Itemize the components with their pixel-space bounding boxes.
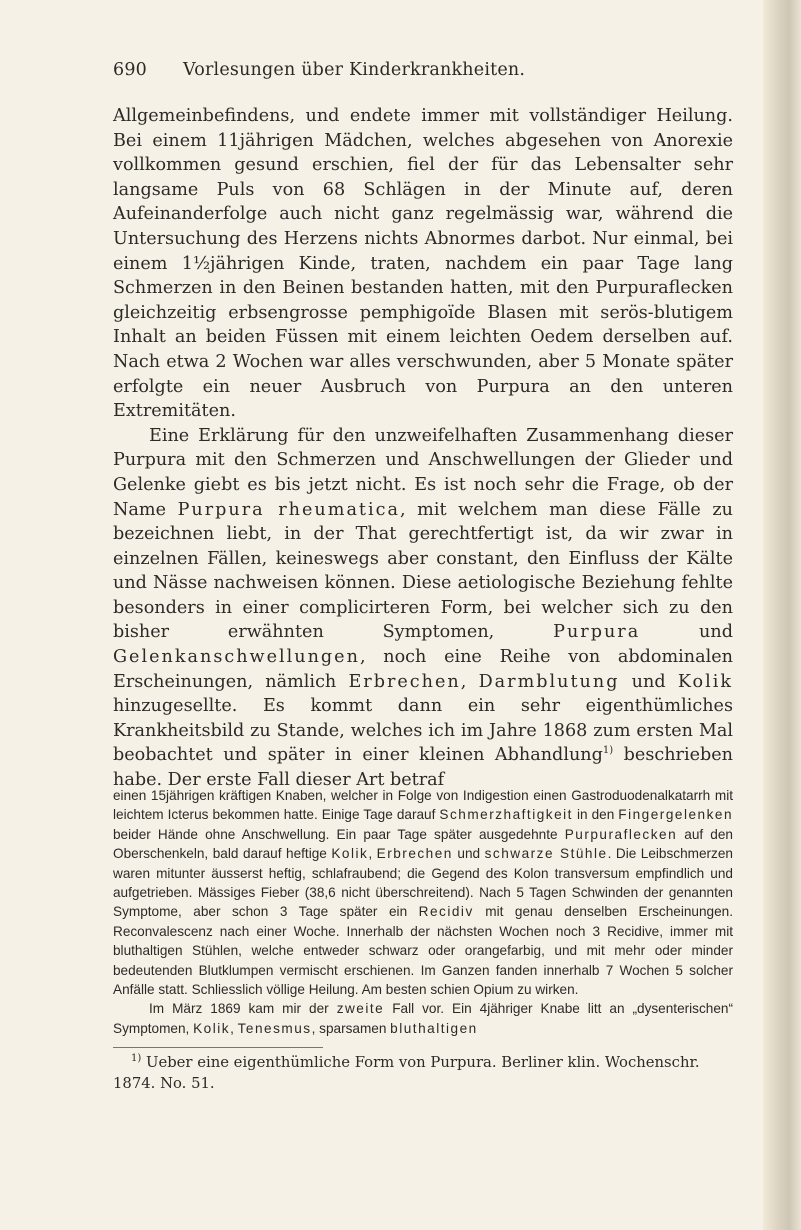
case-text: , (368, 846, 377, 862)
term-erbrechen: Erbrechen (348, 671, 461, 692)
case-report-1 (113, 786, 733, 999)
case-report-2 (113, 999, 733, 1038)
paragraph-2-text: hinzugesellte. Es kommt dann ein sehr eigenthümliches Krankheitsbild zu Stande, welches ich im Jahre 1868 zum ersten Mal beobachtet und später in einer kleinen Abhandlung (113, 696, 733, 766)
running-title: Vorlesungen über Kinderkrankheiten. (183, 60, 526, 80)
case-text: und (452, 846, 485, 862)
term-purpura-rheumatica: Purpura rheumatica (177, 499, 400, 520)
term-darmblutung: Darmblutung (478, 671, 620, 692)
paragraph-2-text: , (460, 671, 479, 692)
case-text: einen 15jährigen kräftigen Knaben, welcher in Folge von Indigestion einen Gastroduodenalkatarrh mit leichtem Icterus bekommen hatte. Einige Tage darauf (113, 788, 733, 823)
footnote-marker: 1) (602, 745, 614, 757)
paragraph-1: Allgemeinbefindens, und endete immer mit vollständiger Heilung. Bei einem 11jährigen Mädchen, welches abgesehen von Anorexie vollkommen gesund erschien, fiel der für das Lebensalter sehr langsame Puls von 68 Schlägen in der Minute auf, deren Aufeinanderfolge auch nicht ganz regelmässig war, während die Untersuchung des Herzens nichts Abnormes darbot. Nur einmal, bei einem 1½jährigen Kinde, traten, nachdem ein paar Tage lang Schmerzen in den Beinen bestanden hatten, mit den Purpuraflecken gleichzeitig erbsengrosse pemphigoïde Blasen mit serös-blutigem Inhalt an beiden Füssen mit einem leichten Oedem derselben auf. Nach etwa 2 Wochen war alles verschwunden, aber 5 Monate später erfolgte ein neuer Ausbruch von Purpura an den unteren Extremitäten. (113, 106, 733, 422)
case-text: , sparsamen (311, 1020, 391, 1036)
term-schmerzhaftigkeit: Schmerzhaftigkeit (439, 807, 573, 823)
case-text: mit genau denselben Erscheinungen. Reconvalescenz nach einer Woche. Innerhalb der nächsten Wochen noch 3 Recidive, immer mit bluthaltigen Stühlen, welche entweder schwarz oder orangefarbig, und mit mehr oder minder bedeutenden Blutklumpen vermischt erschienen. Im Ganzen fanden innerhalb 7 Wochen 5 solcher Anfälle statt. Schliesslich völlige Heilung. Am besten schien Opium zu wirken. (113, 904, 734, 998)
paragraph-2-text: , mit welchem man diese Fälle zu bezeichnen liebt, in der That gerechtfertigt ist, da wir zwar in einzelnen Fällen, keineswegs aber constant, den Einfluss der Kälte und Nässe nachweisen können. Diese aetiologische Beziehung fehlte besonders in einer complicirteren Form, bei welcher sich zu den bisher erwähnten Symptomen, (113, 499, 733, 643)
term-purpuraflecken: Purpuraflecken (564, 826, 678, 842)
term-kolik: Kolik (193, 1020, 231, 1036)
footnote-citation: Ueber eine eigenthümliche Form von Purpura. Berliner klin. Wochenschr. 1874. No. 51. (113, 1054, 700, 1092)
binding-gutter (763, 0, 801, 1230)
case-text: Fall vor. Ein 4jähriger Knabe litt an „dysenterischen“ Symptomen, (113, 1001, 733, 1036)
term-kolik: Kolik (677, 671, 733, 692)
paragraph-2-text: und (640, 622, 733, 643)
term-bluthaltigen: bluthaltigen (390, 1020, 478, 1036)
case-text: Im März 1869 kam mir der (149, 1001, 337, 1017)
term-erbrechen: Erbrechen (376, 846, 453, 862)
case-report (113, 786, 733, 1038)
footnote-text (113, 1053, 733, 1094)
term-schwarze-stuehle: schwarze Stühle (484, 846, 608, 862)
footnote-divider (113, 1047, 323, 1048)
case-text: , (230, 1020, 238, 1036)
case-text: auf den Oberschenkeln, bald darauf heftige (113, 826, 733, 862)
term-fingergelenken: Fingergelenken (618, 807, 734, 823)
main-text (113, 104, 733, 793)
footnote-number: 1) (131, 1053, 142, 1065)
term-kolik: Kolik (331, 846, 369, 862)
paragraph-2-text: und (619, 671, 678, 692)
paragraph-2-text: beschrieben habe. Der erste Fall dieser Art betraf (113, 745, 733, 791)
case-text: . Die Leibschmerzen waren mitunter äusserst heftig, schlafraubend; die Gegend des Kolon transversum empfindlich und aufgetrieben. Mässiges Fieber (38,6 nicht überschreitend). Nach 5 Tagen Schwinden der genannten Symptome, aber schon 3 Tage später ein (113, 846, 733, 920)
term-recidiv: Recidiv (418, 904, 474, 920)
term-tenesmus: Tenesmus (237, 1020, 312, 1036)
footnote (113, 1053, 733, 1094)
term-zweite: zweite (336, 1001, 385, 1017)
page-number: 690 (113, 60, 148, 80)
term-purpura: Purpura (553, 622, 641, 643)
paragraph-2 (113, 424, 733, 793)
case-text: beider Hände ohne Anschwellung. Ein paar Tage später ausgedehnte (113, 826, 565, 842)
paragraph-2-text: Eine Erklärung für den unzweifelhaften Zusammenhang dieser Purpura mit den Schmerzen und Anschwellungen der Glieder und Gelenke giebt es bis jetzt nicht. Es ist noch sehr die Frage, ob der Name (113, 425, 733, 520)
paragraph-2-text: , noch eine Reihe von abdominalen Erscheinungen, nämlich (113, 647, 733, 692)
case-text: in den (572, 807, 619, 823)
term-gelenkanschwellungen: Gelenkanschwellungen (113, 647, 360, 668)
